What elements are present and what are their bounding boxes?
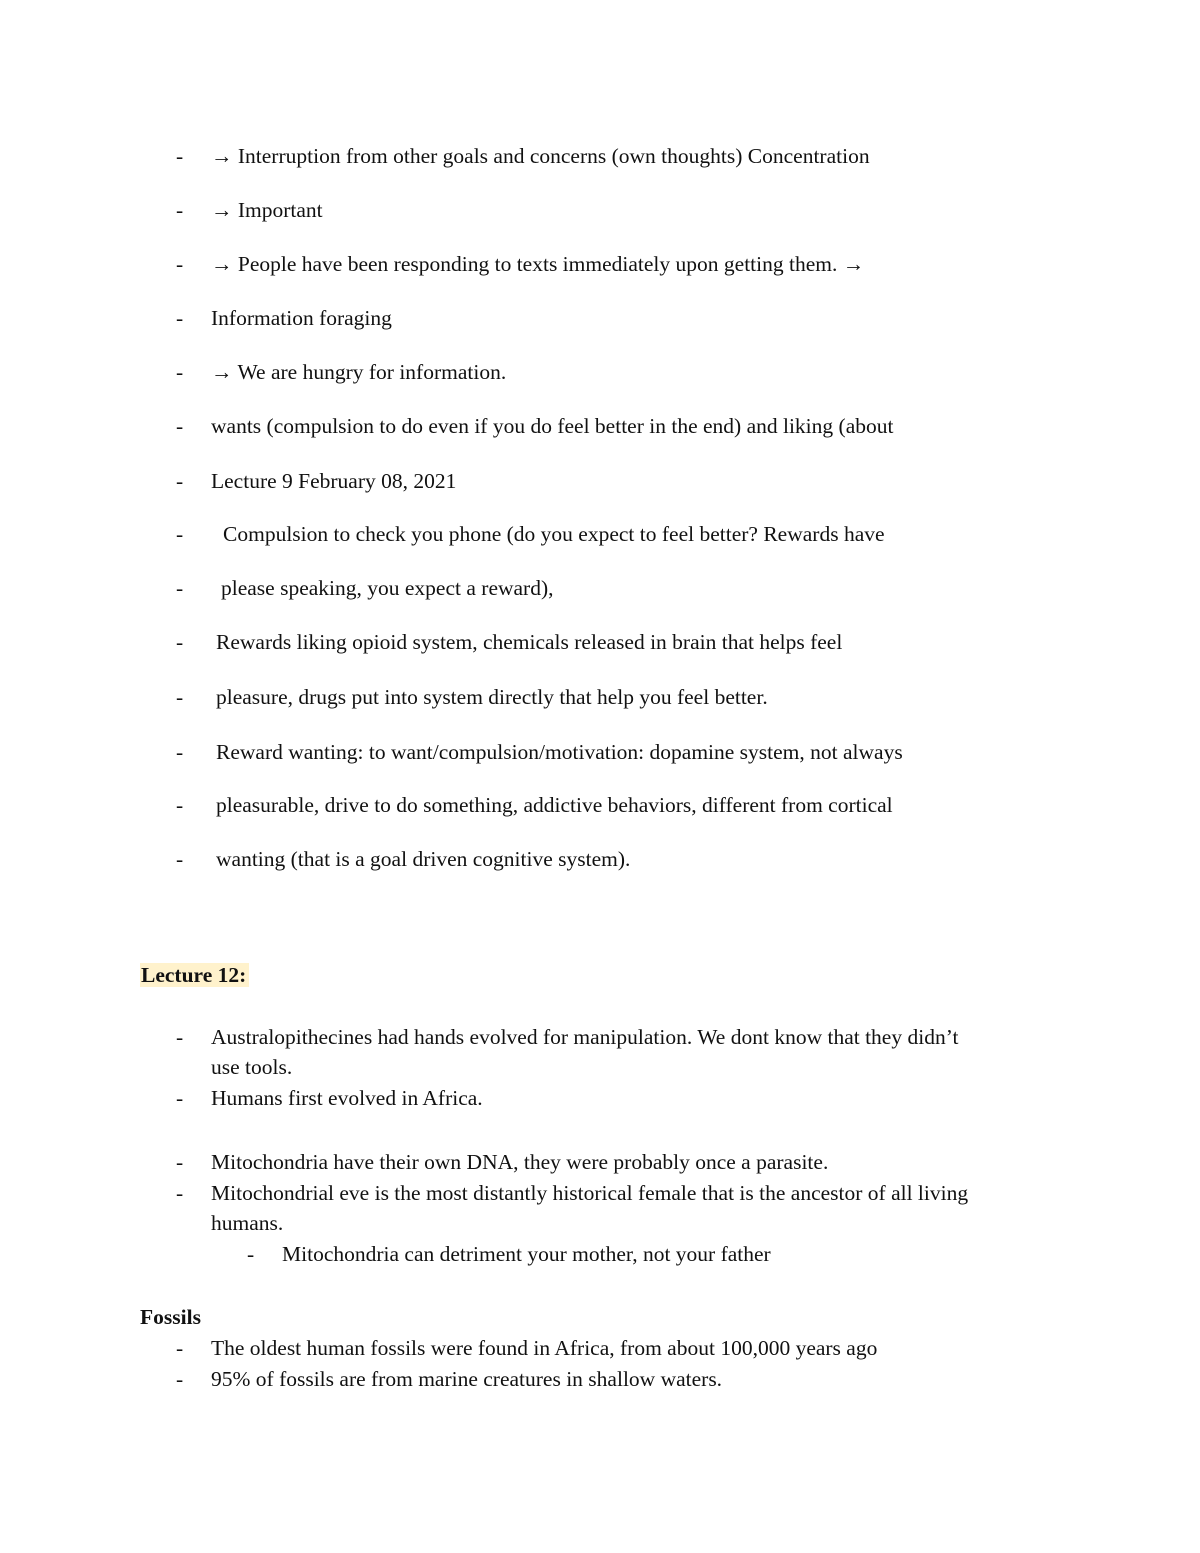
bullet-dash: -	[176, 252, 184, 276]
list-item-text: Mitochondrial eve is the most distantly historical female that is the ancestor of all living	[211, 1181, 969, 1205]
list-item-text: use tools.	[211, 1055, 293, 1079]
lecture-12-heading: Lecture 12:	[140, 963, 249, 987]
list-item-text: pleasure, drugs put into system directly that help you feel better.	[216, 685, 768, 709]
list-item-text: Humans first evolved in Africa.	[211, 1086, 483, 1110]
bullet-dash: -	[176, 1181, 184, 1205]
list-item-text: → Interruption from other goals and concerns (own thoughts) Concentration	[211, 144, 870, 168]
bullet-dash: -	[176, 469, 184, 493]
bullet-dash: -	[176, 144, 184, 168]
bullet-dash: -	[176, 198, 184, 222]
list-item-text: → Important	[211, 198, 323, 222]
list-item-text: → People have been responding to texts immediately upon getting them. →	[211, 252, 865, 276]
bullet-dash: -	[176, 847, 184, 871]
bullet-dash: -	[176, 1025, 184, 1049]
bullet-dash: -	[176, 685, 184, 709]
list-item-text: wanting (that is a goal driven cognitive system).	[216, 847, 631, 871]
list-item-text: wants (compulsion to do even if you do feel better in the end) and liking (about	[211, 414, 894, 438]
list-item-text: Reward wanting: to want/compulsion/motivation: dopamine system, not always	[216, 740, 903, 764]
bullet-dash: -	[176, 1150, 184, 1174]
bullet-dash: -	[176, 1367, 184, 1391]
list-item-text: pleasurable, drive to do something, addictive behaviors, different from cortical	[216, 793, 893, 817]
bullet-dash: -	[176, 414, 184, 438]
list-item-text: → We are hungry for information.	[211, 360, 507, 384]
bullet-dash: -	[176, 306, 184, 330]
bullet-dash: -	[176, 793, 184, 817]
bullet-dash: -	[176, 522, 184, 546]
bullet-dash: -	[247, 1242, 255, 1266]
bullet-dash: -	[176, 576, 184, 600]
list-item-text: Lecture 9 February 08, 2021	[211, 469, 457, 493]
bullet-dash: -	[176, 1336, 184, 1360]
list-item-text: Mitochondria can detriment your mother, not your father	[282, 1242, 771, 1266]
list-item-text: Compulsion to check you phone (do you expect to feel better? Rewards have	[223, 522, 885, 546]
list-item-text: Rewards liking opioid system, chemicals released in brain that helps feel	[216, 630, 843, 654]
section-heading	[140, 960, 249, 990]
list-item-text: 95% of fossils are from marine creatures in shallow waters.	[211, 1367, 723, 1391]
list-item-text: The oldest human fossils were found in Africa, from about 100,000 years ago	[211, 1336, 878, 1360]
fossils-heading: Fossils	[140, 1305, 201, 1329]
list-item-text: Mitochondria have their own DNA, they were probably once a parasite.	[211, 1150, 829, 1174]
list-item-text: humans.	[211, 1211, 284, 1235]
bullet-dash: -	[176, 360, 184, 384]
list-item-text: please speaking, you expect a reward),	[221, 576, 554, 600]
bullet-dash: -	[176, 1086, 184, 1110]
bullet-dash: -	[176, 630, 184, 654]
list-item-text: Australopithecines had hands evolved for manipulation. We dont know that they didn’t	[211, 1025, 959, 1049]
bullet-dash: -	[176, 740, 184, 764]
list-item-text: Information foraging	[211, 306, 392, 330]
